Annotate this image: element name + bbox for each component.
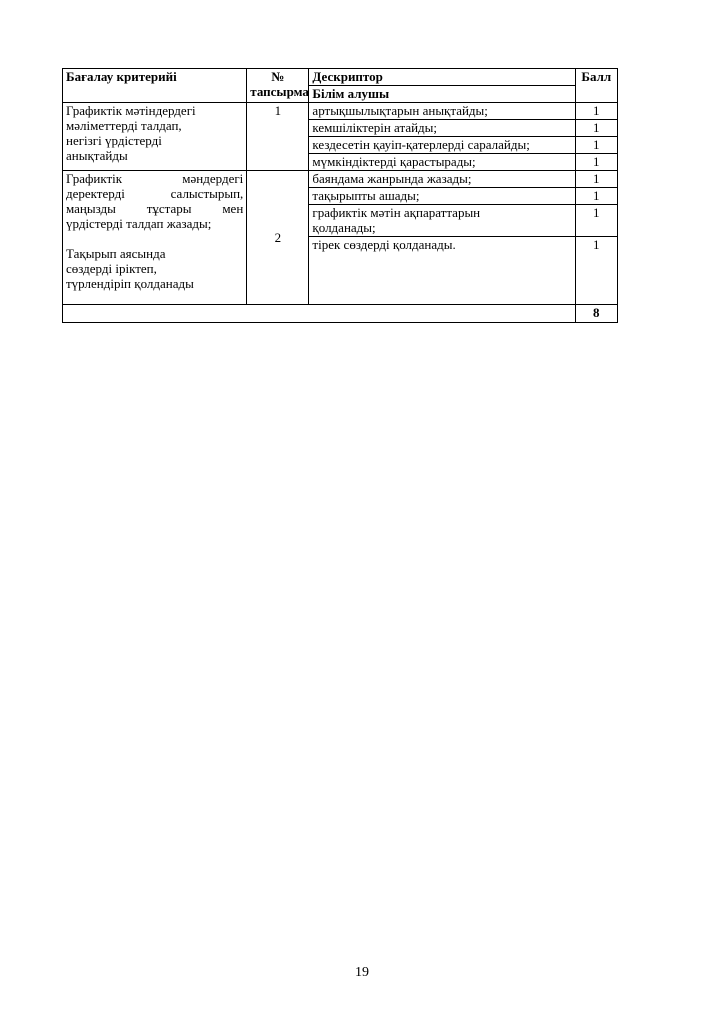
header-descriptor: Дескриптор bbox=[309, 69, 575, 86]
criterion-cell-1: Графиктік мәтіндердегі мәліметтерді талдап, негізгі үрдістерді анықтайды bbox=[63, 103, 247, 171]
score-cell: 1 bbox=[575, 103, 617, 120]
score-cell: 1 bbox=[575, 137, 617, 154]
header-score: Балл bbox=[575, 69, 617, 103]
task-number-cell-2: 2 bbox=[247, 171, 309, 305]
score-cell: 1 bbox=[575, 120, 617, 137]
total-label-cell bbox=[63, 305, 576, 323]
descriptor-cell: кездесетін қауіп-қатерлерді саралайды; bbox=[309, 137, 575, 154]
descriptor-cell: графиктік мәтін ақпараттарын қолданады; bbox=[309, 205, 575, 237]
score-cell: 1 bbox=[575, 171, 617, 188]
descriptor-cell: артықшылықтарын анықтайды; bbox=[309, 103, 575, 120]
header-task-number: № тапсырма bbox=[247, 69, 309, 103]
descriptor-cell: тақырыпты ашады; bbox=[309, 188, 575, 205]
task-number-cell-1: 1 bbox=[247, 103, 309, 171]
total-row bbox=[63, 305, 618, 323]
table-header-row bbox=[63, 69, 618, 86]
assessment-rubric-table bbox=[62, 68, 618, 323]
descriptor-cell: тірек сөздерді қолданады. bbox=[309, 237, 575, 305]
score-cell: 1 bbox=[575, 237, 617, 305]
header-criteria: Бағалау критерийі bbox=[63, 69, 247, 103]
descriptor-cell: баяндама жанрында жазады; bbox=[309, 171, 575, 188]
page-number: 19 bbox=[355, 965, 369, 980]
table-row bbox=[63, 103, 618, 120]
header-descriptor-sub: Білім алушы bbox=[309, 86, 575, 103]
descriptor-cell: мүмкіндіктерді қарастырады; bbox=[309, 154, 575, 171]
score-cell: 1 bbox=[575, 154, 617, 171]
criterion-cell-2: Графиктік мәндердегі деректерді салыстырып, маңызды тұстары мен үрдістерді талдап жазады; Тақырып аясында сөздерді іріктеп, түрлендіріп қолданады bbox=[63, 171, 247, 305]
table-row bbox=[63, 171, 618, 188]
total-score-cell: 8 bbox=[575, 305, 617, 323]
score-cell: 1 bbox=[575, 205, 617, 237]
descriptor-cell: кемшіліктерін атайды; bbox=[309, 120, 575, 137]
score-cell: 1 bbox=[575, 188, 617, 205]
